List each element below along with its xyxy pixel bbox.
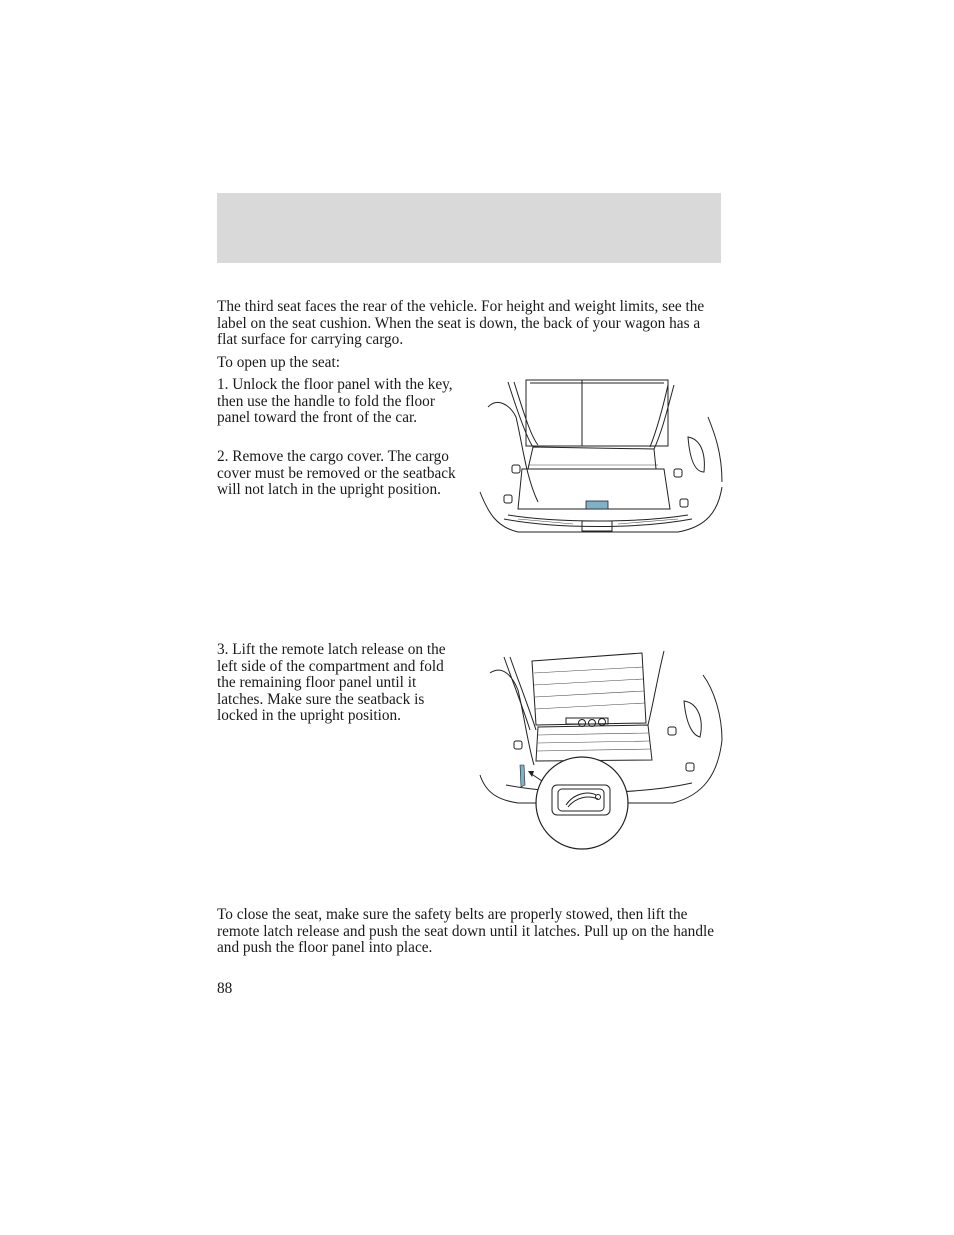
open-seat-lead: To open up the seat: <box>217 354 340 371</box>
remote-latch-release-illustration <box>478 645 724 853</box>
section-header-bar <box>217 193 721 263</box>
step-3-text: 3. Lift the remote latch release on the left side of the compartment and fold the remaining floor panel until it latches. Make sure the seatback is locked in the upright position. <box>217 641 446 724</box>
cargo-area-floor-panel-illustration <box>478 377 724 542</box>
step-1-text: 1. Unlock the floor panel with the key, then use the handle to fold the floor panel toward the front of the car. <box>217 376 453 426</box>
close-seat-paragraph: To close the seat, make sure the safety belts are properly stowed, then lift the remote latch release and push the seat down until it latches. Pull up on the handle and push the floor panel into place. <box>217 906 715 956</box>
page-number: 88 <box>217 980 233 997</box>
intro-paragraph: The third seat faces the rear of the vehicle. For height and weight limits, see the label on the seat cushion. When the seat is down, the back of your wagon has a flat surface for carrying cargo. <box>217 298 705 348</box>
step-2-text: 2. Remove the cargo cover. The cargo cover must be removed or the seatback will not latch in the upright position. <box>217 448 456 498</box>
